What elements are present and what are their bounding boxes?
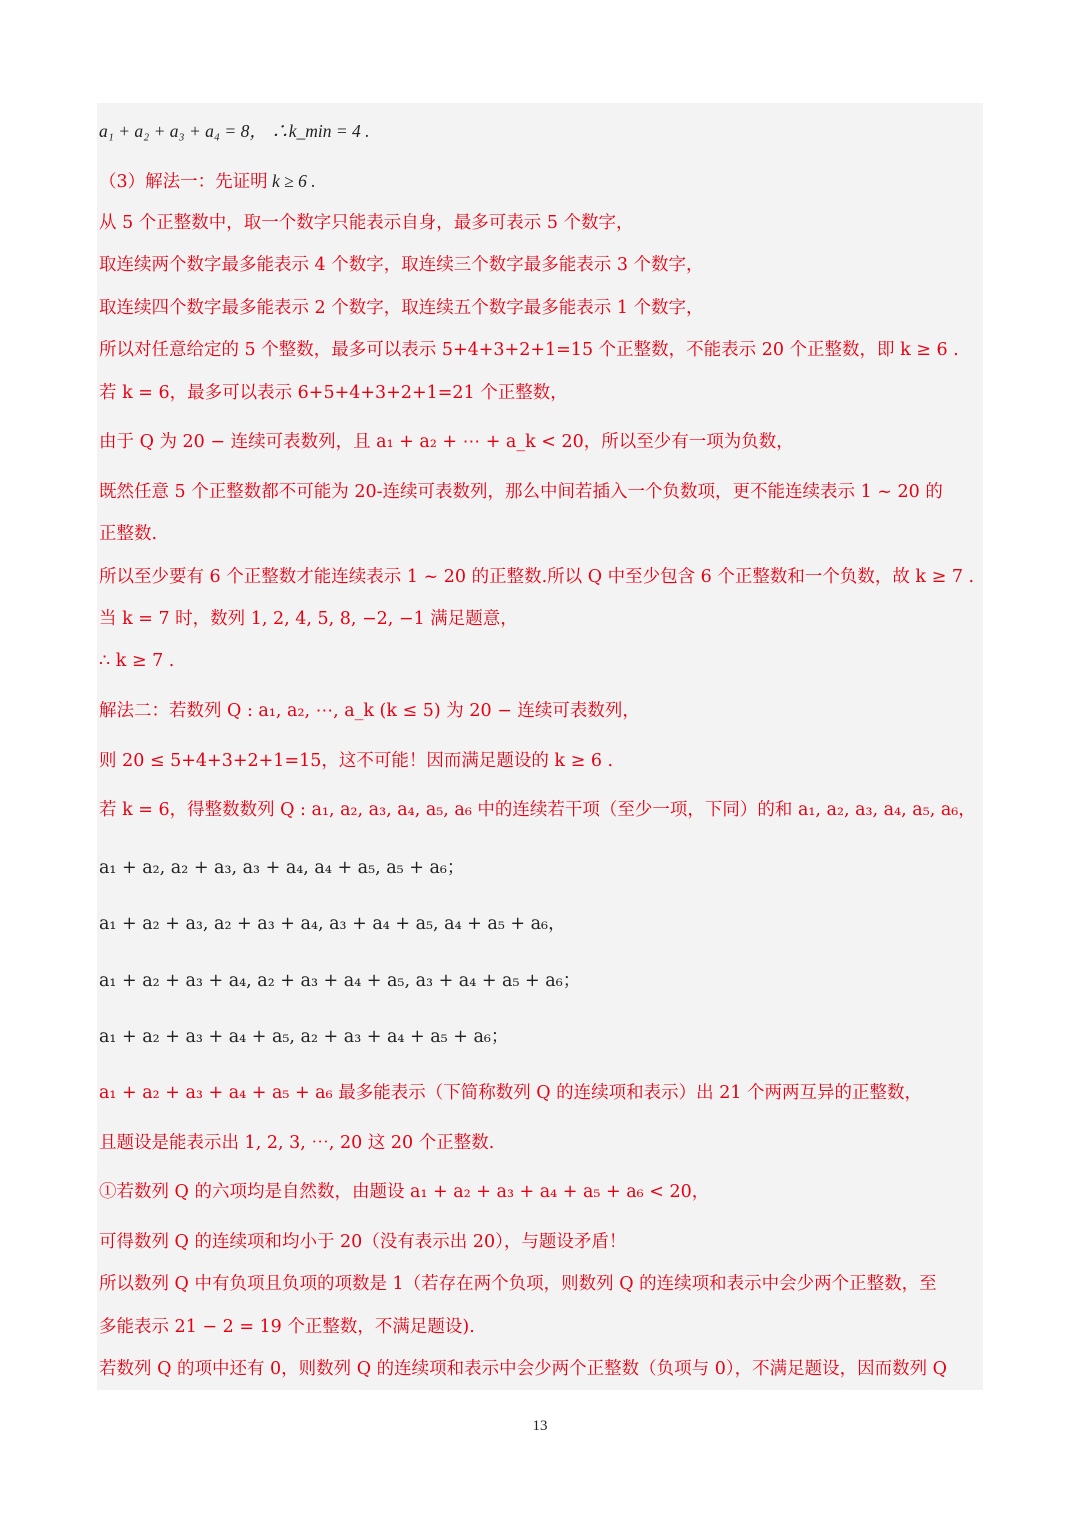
text-line: a₁ + a₂, a₂ + a₃, a₃ + a₄, a₄ + a₅, a₅ + a₆；: [99, 858, 465, 878]
text-line: 若 k = 6，最多可以表示 6+5+4+3+2+1=21 个正整数，: [99, 383, 568, 403]
text-line: 取连续两个数字最多能表示 4 个数字，取连续三个数字最多能表示 3 个数字，: [99, 255, 704, 275]
text-line: 多能表示 21 − 2 = 19 个正整数，不满足题设).: [99, 1317, 475, 1337]
text-line: a₁ + a₂ + a₃ + a₄ + a₅, a₂ + a₃ + a₄ + a₅ + a₆；: [99, 1027, 509, 1047]
text-line: a₁ + a₂ + a₃ + a₄, a₂ + a₃ + a₄ + a₅, a₃ + a₄ + a₅ + a₆；: [99, 971, 581, 991]
text-line: 既然任意 5 个正整数都不可能为 20-连续可表数列，那么中间若插入一个负数项，更不能连续表示 1 ~ 20 的: [99, 482, 943, 502]
text-line: a₁ + a₂ + a₃, a₂ + a₃ + a₄, a₃ + a₄ + a₅, a₄ + a₅ + a₆，: [99, 914, 566, 934]
text-line: 取连续四个数字最多能表示 2 个数字，取连续五个数字最多能表示 1 个数字，: [99, 298, 704, 318]
text-line: 若数列 Q 的项中还有 0，则数列 Q 的连续项和表示中会少两个正整数（负项与 0），不满足题设，因而数列 Q: [99, 1359, 947, 1379]
text-line: 当 k = 7 时，数列 1, 2, 4, 5, 8, −2, −1 满足题意，: [99, 609, 518, 629]
text-line: 解法二：若数列 Q : a₁, a₂, ⋯, a_k (k ≤ 5) 为 20 − 连续可表数列，: [99, 701, 640, 721]
text-line: 所以对任意给定的 5 个整数，最多可以表示 5+4+3+2+1=15 个正整数，不能表示 20 个正整数，即 k ≥ 6 .: [99, 340, 959, 360]
text-line: 则 20 ≤ 5+4+3+2+1=15，这不可能！因而满足题设的 k ≥ 6 .: [99, 751, 614, 771]
text-line: 且题设是能表示出 1, 2, 3, ⋯, 20 这 20 个正整数.: [99, 1133, 495, 1153]
text-line: （3）解法一：先证明 k ≥ 6 .: [99, 171, 316, 192]
text-line: 可得数列 Q 的连续项和均小于 20（没有表示出 20），与题设矛盾！: [99, 1232, 627, 1252]
text-line: a₁ + a₂ + a₃ + a₄ = 8， ∴k_min = 4 .: [99, 121, 370, 141]
text-line: 若 k = 6，得整数数列 Q : a₁, a₂, a₃, a₄, a₅, a₆ 中的连续若干项（至少一项，下同）的和 a₁, a₂, a₃, a₄, a₅, a₆，: [99, 800, 976, 820]
text-line: 所以至少要有 6 个正整数才能连续表示 1 ~ 20 的正整数.所以 Q 中至少包含 6 个正整数和一个负数，故 k ≥ 7 .: [99, 567, 975, 587]
text-line: 由于 Q 为 20 − 连续可表数列，且 a₁ + a₂ + ⋯ + a_k < 20，所以至少有一项为负数，: [99, 432, 794, 452]
text-line: 正整数.: [99, 524, 158, 544]
text-line: ∴ k ≥ 7 .: [99, 651, 175, 671]
text-line: a₁ + a₂ + a₃ + a₄ + a₅ + a₆ 最多能表示（下简称数列 Q 的连续项和表示）出 21 个两两互异的正整数，: [99, 1083, 923, 1103]
text-line: 所以数列 Q 中有负项且负项的项数是 1（若存在两个负项，则数列 Q 的连续项和表示中会少两个正整数，至: [99, 1274, 937, 1294]
text-line: 从 5 个正整数中，取一个数字只能表示自身，最多可表示 5 个数字，: [99, 213, 634, 233]
page-number: 13: [532, 1418, 548, 1434]
text-line: ①若数列 Q 的六项均是自然数，由题设 a₁ + a₂ + a₃ + a₄ + a₅ + a₆ < 20，: [99, 1182, 710, 1202]
